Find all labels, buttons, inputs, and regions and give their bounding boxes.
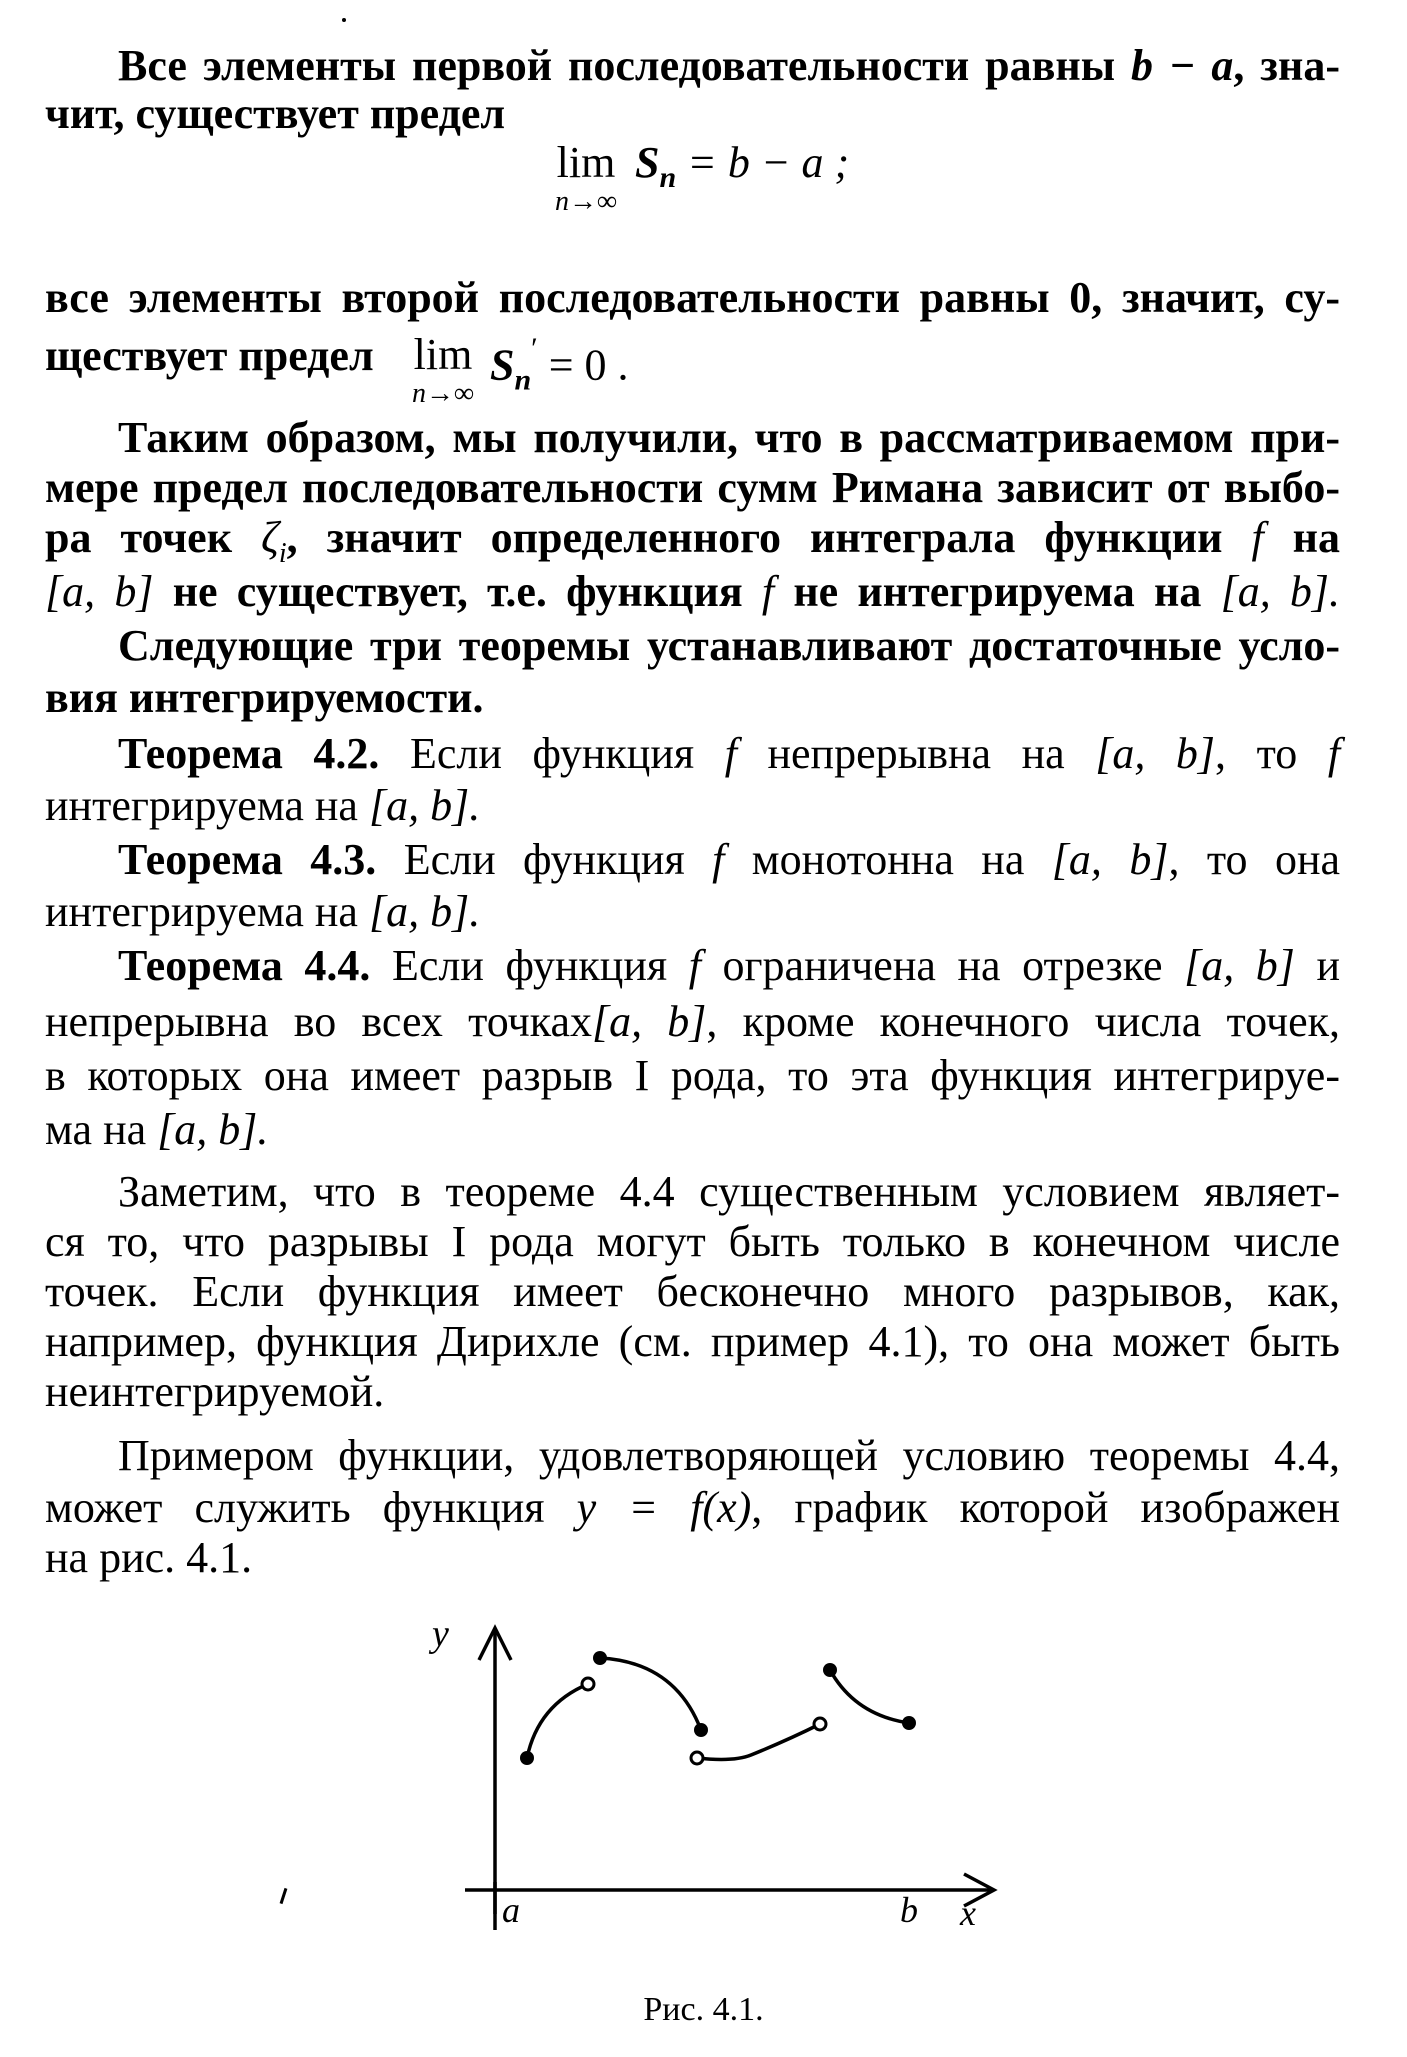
math-S: S bbox=[635, 138, 660, 187]
text: в которых она имеет разрыв I рода, то эта функция интегрируе- bbox=[45, 1051, 1340, 1100]
math-zeta: ζ bbox=[261, 513, 279, 562]
math-b-minus-a: b − a bbox=[1130, 41, 1234, 90]
theorem-4-2-line2 bbox=[45, 780, 1340, 832]
math-interval: [a, b] bbox=[1184, 941, 1295, 990]
scan-mark bbox=[280, 1888, 288, 1904]
text: , значит определенного интеграла функции bbox=[286, 513, 1223, 562]
math-interval: [a, b]. bbox=[368, 781, 481, 830]
text: может служить функция bbox=[45, 1483, 545, 1532]
math-f: f bbox=[1251, 513, 1264, 562]
text: чит, существует предел bbox=[45, 89, 506, 138]
theorem-4-4-line2 bbox=[45, 996, 1340, 1048]
closed-point bbox=[520, 1751, 534, 1765]
theorem-label: Теорема 4.4. bbox=[118, 941, 371, 990]
math-prime: ′ bbox=[531, 332, 538, 365]
text: , кроме конечного числа точек, bbox=[706, 997, 1340, 1046]
text: на bbox=[1292, 513, 1341, 562]
math-interval: [a, b]. bbox=[368, 887, 481, 936]
text: не интегрируема на bbox=[793, 567, 1202, 616]
lim-subscript: n→∞ bbox=[412, 378, 474, 409]
open-point bbox=[582, 1678, 594, 1690]
math-interval: [a, b] bbox=[1095, 729, 1216, 778]
theorem-label: Теорема 4.3. bbox=[118, 835, 377, 884]
text: Следующие три теоремы устанавливают достаточные усло- bbox=[118, 621, 1340, 670]
figure-caption: Рис. 4.1. bbox=[643, 1991, 764, 2028]
para2-line1 bbox=[45, 272, 1340, 324]
text: вия интегрируемости. bbox=[45, 673, 484, 722]
math-interval: [a, b]. bbox=[1220, 567, 1341, 616]
closed-point bbox=[902, 1716, 916, 1730]
para6-line3 bbox=[45, 1532, 1340, 1584]
lim-word: lim bbox=[556, 138, 616, 187]
math-y-equals-fx: y = f(x) bbox=[576, 1483, 752, 1532]
math-interval: [a, b] bbox=[45, 567, 154, 616]
closed-point bbox=[823, 1663, 837, 1677]
text: ра точек bbox=[45, 513, 233, 562]
text: непрерывна во всех точках bbox=[45, 997, 592, 1046]
text: неинтегрируемой. bbox=[45, 1367, 385, 1416]
para5-line5 bbox=[45, 1366, 1340, 1418]
text: монотонна на bbox=[751, 835, 1025, 884]
text: мере предел последовательности сумм Римана зависит от выбо- bbox=[45, 463, 1340, 512]
text: Если функция bbox=[392, 941, 668, 990]
math-interval: [a, b] bbox=[1051, 835, 1169, 884]
text: Если функция bbox=[409, 729, 695, 778]
open-point bbox=[814, 1718, 826, 1730]
text: , график которой изображен bbox=[751, 1483, 1341, 1532]
para5-line4 bbox=[45, 1316, 1340, 1368]
curve-segment-3 bbox=[697, 1724, 820, 1759]
scan-speck bbox=[342, 18, 346, 22]
theorem-4-4-line4 bbox=[45, 1104, 1340, 1156]
theorem-4-4-line3 bbox=[45, 1050, 1340, 1102]
lim-word: lim bbox=[413, 330, 473, 379]
curve-segment-1 bbox=[527, 1684, 588, 1758]
para2-line2 bbox=[45, 330, 374, 382]
text: , зна- bbox=[1233, 41, 1340, 90]
text: не существует, т.е. функция bbox=[172, 567, 743, 616]
para5-line3 bbox=[45, 1266, 1340, 1318]
equation-rhs: = b − a ; bbox=[676, 138, 850, 187]
text: Таким образом, мы получили, что в рассматриваемом при- bbox=[118, 413, 1340, 462]
math-f: f bbox=[761, 567, 775, 616]
text: все элементы второй последовательности равны 0, значит, су- bbox=[45, 273, 1340, 322]
text: ся то, что разрывы I рода могут быть только в конечном числе bbox=[45, 1217, 1340, 1266]
math-f: f bbox=[724, 729, 737, 778]
y-axis-label: y bbox=[432, 1613, 449, 1655]
para3-line2 bbox=[45, 462, 1340, 514]
text: Примером функции, удовлетворяющей условию теоремы 4.4, bbox=[118, 1431, 1340, 1480]
text: ма на bbox=[45, 1105, 147, 1154]
theorem-4-3-line1 bbox=[118, 834, 1340, 886]
equation-rhs: = 0 . bbox=[537, 340, 629, 390]
text: , то она bbox=[1168, 835, 1341, 884]
text: точек. Если функция имеет бесконечно много разрывов, как, bbox=[45, 1267, 1340, 1316]
para3-line1 bbox=[118, 412, 1340, 464]
math-f: f bbox=[688, 941, 701, 990]
x-axis-label: x bbox=[960, 1893, 976, 1933]
para3-line4 bbox=[45, 566, 1340, 618]
text: Заметим, что в теореме 4.4 существенным условием являет- bbox=[118, 1167, 1340, 1216]
para6-line1 bbox=[118, 1430, 1340, 1482]
text: интегрируема на bbox=[45, 781, 358, 830]
theorem-label: Теорема 4.2. bbox=[118, 729, 380, 778]
para5-line1 bbox=[118, 1166, 1340, 1218]
math-n: n bbox=[514, 363, 532, 397]
curve-segment-2 bbox=[600, 1658, 701, 1730]
text: , то bbox=[1215, 729, 1298, 778]
math-f: f bbox=[712, 835, 725, 884]
text: интегрируема на bbox=[45, 887, 358, 936]
text: на рис. 4.1. bbox=[45, 1533, 253, 1582]
para1-line1 bbox=[118, 40, 1340, 92]
text: Если функция bbox=[403, 835, 685, 884]
lim-subscript: n→∞ bbox=[555, 186, 617, 217]
closed-point bbox=[593, 1651, 607, 1665]
math-interval: [a, b]. bbox=[157, 1105, 269, 1154]
text: Все элементы первой последовательности равны bbox=[118, 41, 1116, 90]
text: например, функция Дирихле (см. пример 4.1), то она может быть bbox=[45, 1317, 1340, 1366]
para4-line1 bbox=[118, 620, 1340, 672]
math-f: f bbox=[1327, 729, 1341, 778]
a-label: a bbox=[502, 1890, 520, 1930]
theorem-4-4-line1 bbox=[118, 940, 1340, 992]
math-n: n bbox=[659, 160, 677, 194]
math-zeta-sub: i bbox=[278, 537, 287, 569]
para1-line2 bbox=[45, 88, 1340, 140]
para4-line2 bbox=[45, 672, 1340, 724]
text: непрерывна на bbox=[767, 729, 1065, 778]
math-S: S bbox=[490, 340, 515, 390]
closed-point bbox=[694, 1723, 708, 1737]
math-interval: [a, b] bbox=[591, 997, 707, 1046]
text: ществует предел bbox=[45, 331, 374, 380]
b-label: b bbox=[900, 1890, 918, 1930]
text: ограничена на отрезке bbox=[722, 941, 1163, 990]
para6-line2 bbox=[45, 1482, 1340, 1534]
text: и bbox=[1316, 941, 1341, 990]
figure-4-1 bbox=[420, 1610, 1020, 1950]
theorem-4-2-line1 bbox=[118, 728, 1340, 780]
para5-line2 bbox=[45, 1216, 1340, 1268]
curve-segment-4 bbox=[830, 1670, 909, 1723]
open-point bbox=[691, 1752, 703, 1764]
theorem-4-3-line2 bbox=[45, 886, 1340, 938]
